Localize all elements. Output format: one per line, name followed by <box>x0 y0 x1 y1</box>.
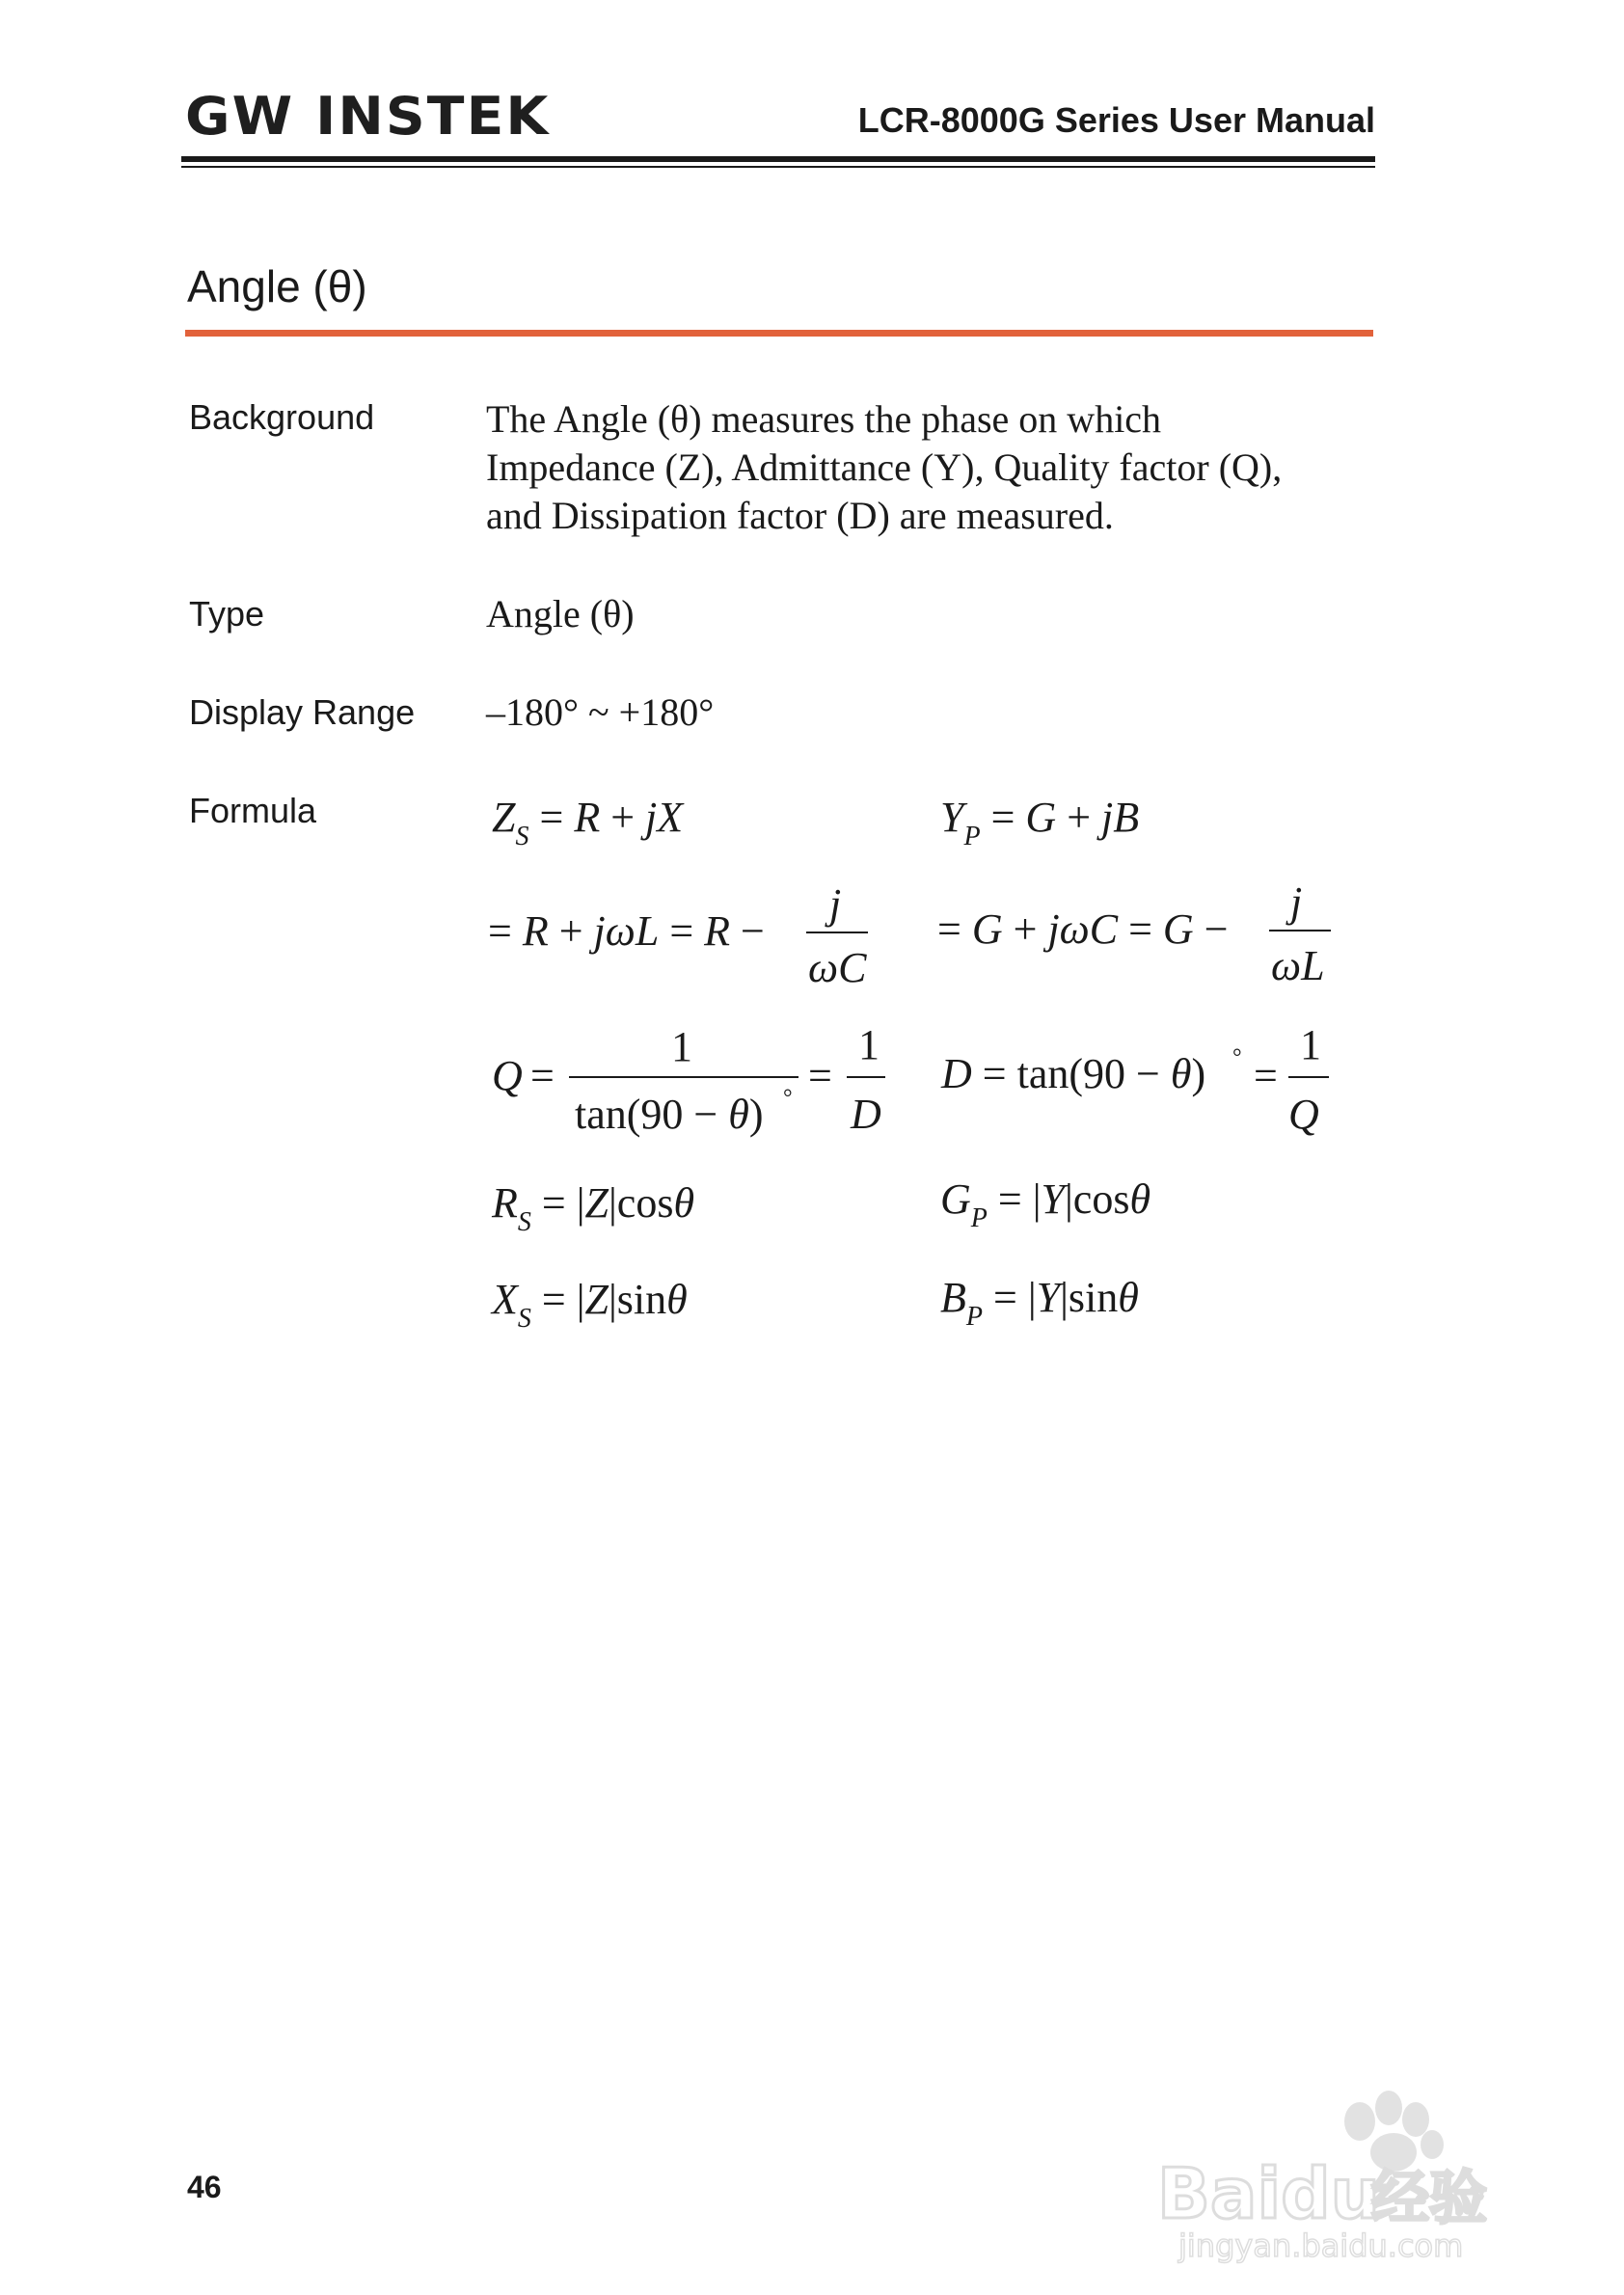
svg-text:ωC: ωC <box>808 944 867 991</box>
svg-text:D = tan(90 − θ): D = tan(90 − θ) <box>941 1050 1206 1097</box>
formula-d <box>940 1021 1329 1138</box>
svg-text:=: = <box>808 1052 832 1099</box>
svg-text:1: 1 <box>858 1021 880 1068</box>
svg-text:RS = |Z|cosθ: $R_S = |Z|\cos\theta$ <box>492 1179 695 1237</box>
header-divider <box>181 156 1375 162</box>
background-text <box>486 395 1282 540</box>
brand-logo: GW INSTEK <box>185 86 551 147</box>
type-label: Type <box>189 594 265 634</box>
display-range-label: Display Range <box>189 692 416 732</box>
svg-text:= R + jωL = R −: = R + jωL = R − <box>488 907 765 955</box>
background-line: and Dissipation factor (D) are measured. <box>486 494 1114 537</box>
background-label: Background <box>189 397 375 437</box>
watermark-url: jingyan.baidu.com <box>1178 2228 1464 2264</box>
svg-text:=: = <box>530 1052 555 1099</box>
formula-label: Formula <box>189 791 317 830</box>
section-divider <box>185 330 1373 337</box>
svg-text:Q: Q <box>1288 1091 1319 1138</box>
svg-text:BP = |Y|sinθ: $B_P = |Y|\sin\theta$ <box>940 1274 1139 1332</box>
background-line: Impedance (Z), Admittance (Y), Quality factor (Q), <box>486 446 1283 489</box>
svg-text:GP = |Y|cosθ: $G_P = |Y|\cos\theta$ <box>940 1175 1151 1233</box>
svg-text:°: ° <box>783 1086 793 1111</box>
display-range-value: –180° ~ +180° <box>486 690 715 734</box>
svg-text:=: = <box>1254 1052 1278 1099</box>
formula-rs <box>491 1179 694 1237</box>
formula-yp <box>940 794 1139 851</box>
page-number: 46 <box>187 2170 222 2204</box>
svg-text:j: j <box>829 880 842 928</box>
baidu-watermark <box>1157 2073 1562 2266</box>
svg-text:= G + jωC = G −: = G + jωC = G − <box>937 905 1229 953</box>
formula-bp <box>940 1274 1139 1332</box>
formula-gp <box>940 1175 1150 1233</box>
type-value: Angle (θ) <box>486 592 635 635</box>
formula-zs-expanded <box>488 880 868 991</box>
formula-xs <box>490 1276 688 1334</box>
svg-text:YP = G + jB: $Y_P = G$ + jB <box>940 794 1140 851</box>
svg-text:XS = |Z|sinθ: $X_S = |Z|\sin\theta$ <box>492 1276 688 1334</box>
manual-title: LCR-8000G Series User Manual <box>857 100 1375 140</box>
background-line: The Angle (θ) measures the phase on which <box>486 397 1162 441</box>
svg-text:ωL: ωL <box>1271 942 1325 989</box>
section-title: Angle (θ) <box>187 261 367 311</box>
svg-text:ZS = R + jX: $Z_S = R$ + jX <box>492 794 684 851</box>
formula-zs <box>492 794 685 851</box>
svg-text:1: 1 <box>671 1023 692 1070</box>
header-divider-thin <box>181 166 1375 168</box>
watermark-brand: Baidu <box>1157 2153 1380 2234</box>
svg-text:Q: Q <box>492 1052 523 1099</box>
svg-text:tan(90 − θ): tan(90 − θ) <box>575 1091 764 1138</box>
watermark-cn: 经验 <box>1371 2165 1487 2232</box>
svg-text:1: 1 <box>1300 1021 1321 1068</box>
formula-q <box>492 1021 885 1138</box>
svg-text:j: j <box>1290 878 1303 926</box>
formula-block <box>482 781 1350 1340</box>
formula-yp-expanded <box>937 878 1331 989</box>
svg-text:°: ° <box>1232 1045 1242 1070</box>
svg-text:D: D <box>851 1091 881 1138</box>
